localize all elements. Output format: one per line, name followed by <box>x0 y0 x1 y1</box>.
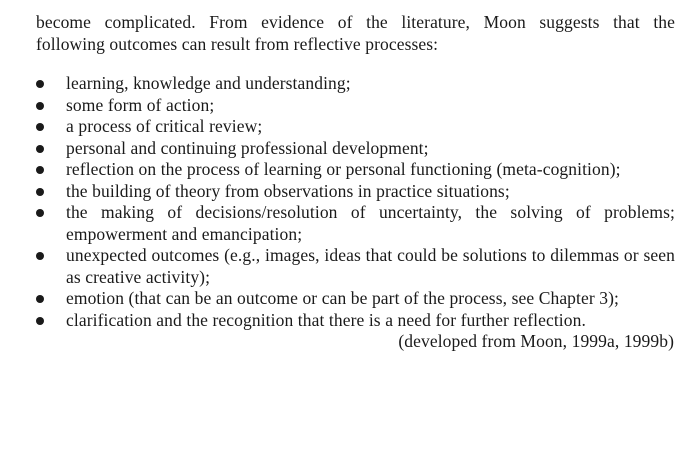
list-item <box>36 310 675 332</box>
document-page <box>36 12 675 353</box>
list-item <box>36 116 675 138</box>
bullet-icon <box>36 252 44 260</box>
bullet-icon <box>36 209 44 217</box>
bullet-icon <box>36 145 44 153</box>
list-item-text: a process of critical review; <box>66 116 263 136</box>
bullet-icon <box>36 102 44 110</box>
bullet-icon <box>36 188 44 196</box>
intro-line-2: following outcomes can result from reflective processes: <box>36 33 439 54</box>
list-item <box>36 73 675 95</box>
list-item-text: clarification and the recognition that there is a need for further reflection. <box>66 309 586 330</box>
intro-paragraph <box>36 12 675 55</box>
list-item <box>36 202 675 245</box>
list-item-text: unexpected outcomes (e.g., images, ideas that could be solutions to dilemmas or seen as creative activity); <box>66 245 675 287</box>
outcomes-list <box>36 73 675 331</box>
list-item-text: some form of action; <box>66 94 215 115</box>
citation: (developed from Moon, 1999a, 1999b) <box>398 331 674 351</box>
list-item <box>36 181 675 203</box>
list-item-text: the building of theory from observations in practice situations; <box>66 180 510 201</box>
bullet-icon <box>36 123 44 131</box>
list-item <box>36 245 675 288</box>
list-item-text: the making of decisions/resolution of uncertainty, the solving of problems; empowerment and emancipation; <box>66 202 675 244</box>
bullet-icon <box>36 166 44 174</box>
list-item <box>36 95 675 117</box>
bullet-icon <box>36 80 44 88</box>
list-item <box>36 138 675 160</box>
list-item <box>36 288 675 310</box>
list-item-text: personal and continuing professional development; <box>66 137 429 158</box>
list-item-text: emotion (that can be an outcome or can be part of the process, see Chapter 3); <box>66 288 620 308</box>
list-item-text: learning, knowledge and understanding; <box>66 73 351 93</box>
list-item <box>36 159 675 181</box>
bullet-icon <box>36 317 44 325</box>
bullet-icon <box>36 295 44 303</box>
intro-line-1: become complicated. From evidence of the literature, Moon suggests that the <box>36 12 675 32</box>
list-item-text: reflection on the process of learning or personal functioning (meta-cognition); <box>66 159 621 179</box>
